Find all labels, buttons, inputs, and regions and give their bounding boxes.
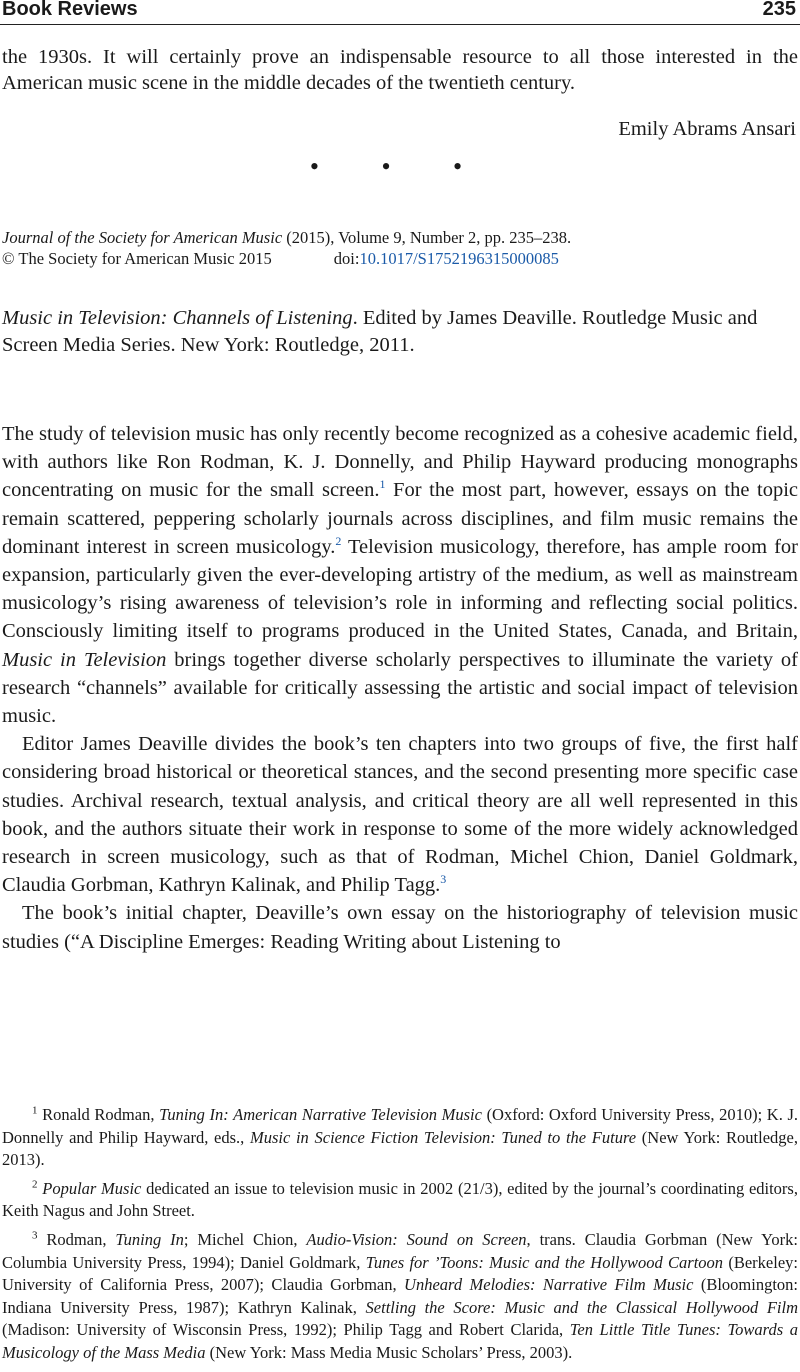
fn2-a: Popular Music [42,1178,142,1198]
fn3-e: , trans. Claudia Gorbman (New York: Columbia University Press, 1994); Daniel Goldmark, [2,1229,798,1272]
copyright: © The Society for American Music 2015 [2,249,272,268]
fn3-f: Tunes for ’Toons: Music and the Hollywood Cartoon [365,1252,724,1272]
review-body [2,420,798,956]
fn3-i: (Bloomington: Indiana University Press, 1987); Kathryn Kalinak, [2,1275,798,1317]
fn1-c: (Oxford: Oxford University Press, 2010); K. J. Donnelly and Philip Hayward, eds., [2,1105,798,1147]
fn1-a: Ronald Rodman, [37,1105,160,1124]
fn3-l: Ten Little Title Tunes: Towards a Musicology of the Mass Media [2,1320,798,1362]
footnote-ref-3[interactable]: 3 [440,872,447,887]
previous-review-ending: the 1930s. It will certainly prove an indispensable resource to all those interested in the American music scene in the middle decades of the twentieth century. [2,46,798,94]
book-title: Music in Television: Channels of Listening [2,307,353,329]
footnote-ref-1[interactable]: 1 [379,477,386,492]
footnote-2-number: 2 [32,1178,38,1191]
footnote-3 [2,1229,798,1365]
fn3-h: Unheard Melodies: Narrative Film Music [404,1275,694,1295]
section-separator: • • • [309,152,491,181]
p1-text-a: The study of television music has only recently become recognized as a cohesive academic field, with authors like Ron Rodman, K. J. Donnelly, and Philip Hayward producing monographs concentrating on music for the small screen. [2,423,798,502]
footnote-2 [2,1178,798,1223]
p1-text-c: Television musicology, therefore, has ample room for expansion, particularly given the ever-developing artistry of the medium, as well as mainstream musicology’s rising awareness of television’s role in informing and reflecting social politics. Consciously limiting itself to programs produced in the United States, Canada, and Britain, [2,535,798,643]
p1-text-b: For the most part, however, essays on the topic remain scattered, peppering scholarly journals across disciplines, and film music remains the dominant interest in screen musicology. [2,479,799,558]
fn1-b: Tuning In: American Narrative Television Music [159,1105,482,1124]
p1-text-d: brings together diverse scholarly perspectives to illuminate the variety of research “channels” available for critically assessing the artistic and social impact of television music. [2,648,798,728]
reviewed-book [2,305,798,359]
fn3-k: (Madison: University of Wisconsin Press, 1992); Philip Tagg and Robert Clarida, [2,1320,570,1340]
journal-details: (2015), Volume 9, Number 2, pp. 235–238. [282,228,572,247]
p1-italic-title: Music in Television [2,648,167,671]
fn3-c: ; Michel Chion, [183,1229,307,1249]
doi-link[interactable]: 10.1017/S1752196315000085 [359,249,559,268]
p2-text: Editor James Deaville divides the book’s ten chapters into two groups of five, the first half considering broad historical or theoretical stances, and the second presenting more specific case studies. Archival research, textual analysis, and critical theory are all well represented in this book, and the authors situate their work in response to some of the more widely acknowledged research in screen musicology, such as that of Rodman, Michel Chion, Daniel Goldmark, Claudia Gorbman, Kathryn Kalinak, and Philip Tagg. [2,733,798,897]
footnotes [2,1104,798,1371]
footnote-ref-2[interactable]: 2 [335,533,342,548]
fn3-d: Audio-Vision: Sound on Screen [306,1229,527,1249]
page-number: 235 [762,0,796,20]
footnote-3-number: 3 [32,1229,38,1242]
fn3-b: Tuning In [115,1229,184,1249]
citation-block [2,227,571,269]
fn3-g: (Berkeley: University of California Press, 2007); Claudia Gorbman, [2,1252,798,1295]
running-header [0,0,800,25]
paragraph-3: The book’s initial chapter, Deaville’s own essay on the historiography of television music studies (“A Discipline Emerges: Reading Writing about Listening to [2,902,798,953]
fn3-m: (New York: Mass Media Music Scholars’ Press, 2003). [205,1342,573,1362]
doi-label: doi: [333,249,360,268]
paragraph-2 [2,730,798,899]
fn2-b: dedicated an issue to television music in 2002 (21/3), edited by the journal’s coordinating editors, Keith Nagus and John Street. [2,1178,798,1221]
footnote-1 [2,1104,798,1172]
book-details: . Edited by James Deaville. Routledge Music and Screen Media Series. New York: Routledge, 2011. [2,307,758,356]
journal-name: Journal of the Society for American Music [2,228,283,247]
reviewer-signature: Emily Abrams Ansari [618,118,796,140]
fn3-j: Settling the Score: Music and the Classical Hollywood Film [365,1297,799,1317]
fn1-e: (New York: Routledge, 2013). [2,1127,798,1170]
footnote-1-number: 1 [32,1104,38,1117]
section-title: Book Reviews [2,0,138,20]
fn1-d: Music in Science Fiction Television: Tuned to the Future [249,1127,637,1147]
paragraph-1 [2,420,798,730]
fn3-a: Rodman, [37,1229,116,1249]
